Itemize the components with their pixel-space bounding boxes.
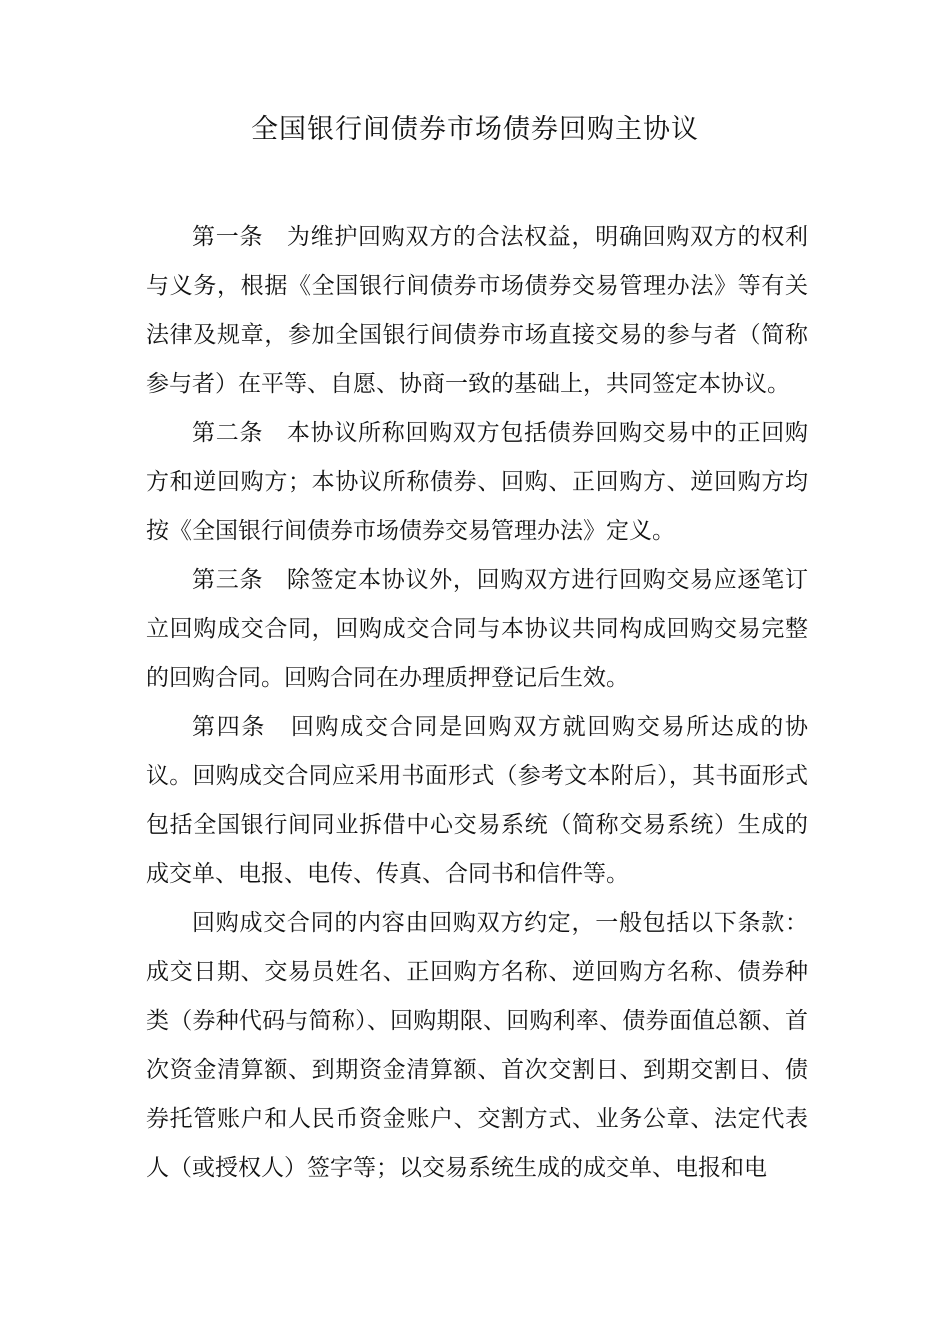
paragraph-article-1: 第一条 为维护回购双方的合法权益，明确回购双方的权利与义务，根据《全国银行间债券市场债券交易管理办法》等有关法律及规章，参加全国银行间债券市场直接交易的参与者（简称参与者）在平等、自愿、协商一致的基础上，共同签定本协议。 bbox=[146, 224, 808, 397]
paragraph-article-2: 第二条 本协议所称回购双方包括债券回购交易中的正回购方和逆回购方；本协议所称债券、回购、正回购方、逆回购方均按《全国银行间债券市场债券交易管理办法》定义。 bbox=[146, 420, 808, 544]
document-body bbox=[146, 213, 808, 1193]
paragraph-contract-contents: 回购成交合同的内容由回购双方约定，一般包括以下条款：成交日期、交易员姓名、正回购方名称、逆回购方名称、债券种类（券种代码与简称）、回购期限、回购利率、债券面值总额、首次资金清算额、到期资金清算额、首次交割日、到期交割日、债券托管账户和人民币资金账户、交割方式、业务公章、法定代表人（或授权人）签字等；以交易系统生成的成交单、电报和电 bbox=[146, 910, 808, 1181]
paragraph-article-3: 第三条 除签定本协议外，回购双方进行回购交易应逐笔订立回购成交合同，回购成交合同与本协议共同构成回购交易完整的回购合同。回购合同在办理质押登记后生效。 bbox=[146, 567, 808, 691]
document-title: 全国银行间债券市场债券回购主协议 bbox=[251, 114, 699, 145]
paragraph-article-4: 第四条 回购成交合同是回购双方就回购交易所达成的协议。回购成交合同应采用书面形式（参考文本附后），其书面形式包括全国银行间同业拆借中心交易系统（简称交易系统）生成的成交单、电报、电传、传真、合同书和信件等。 bbox=[146, 714, 808, 887]
